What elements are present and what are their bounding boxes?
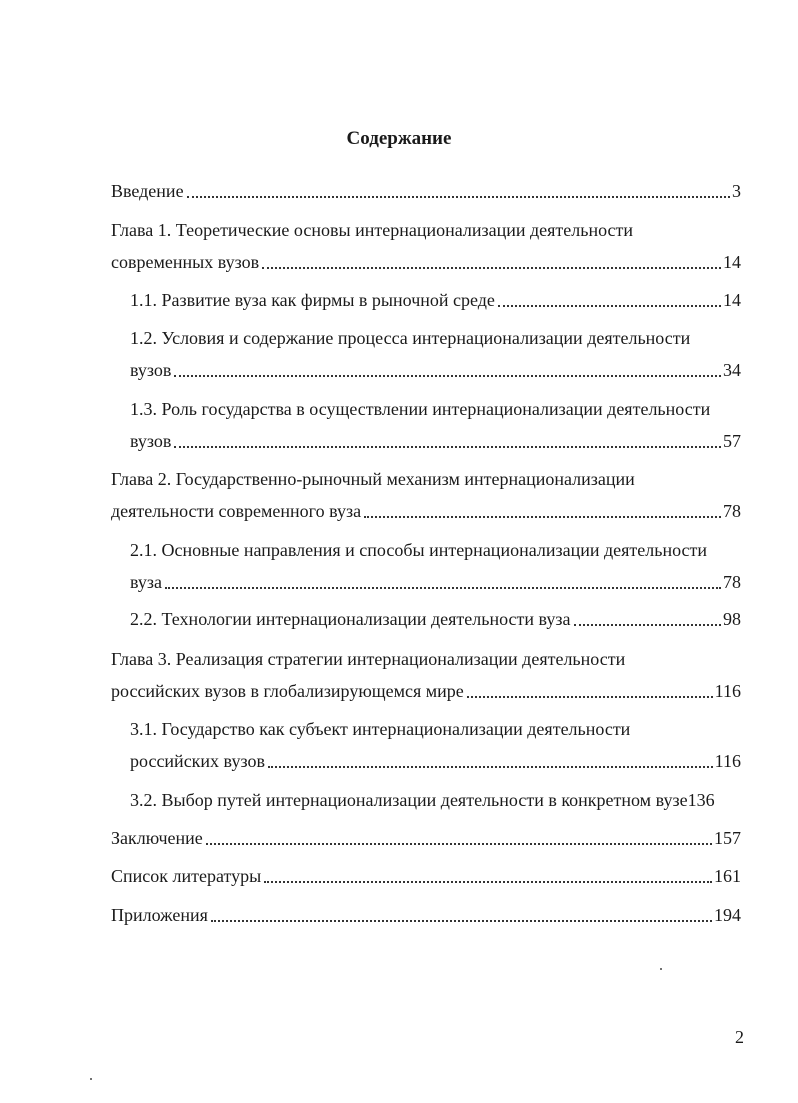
toc-leader-dots <box>174 375 721 377</box>
toc-leader-dots <box>467 696 713 698</box>
toc-leader-dots <box>574 624 721 626</box>
toc-entry-label: Введение <box>111 181 184 201</box>
toc-leader-dots <box>262 267 721 269</box>
toc-entry-label: современных вузов <box>111 252 260 272</box>
page-number: 2 <box>735 1027 744 1047</box>
toc-entry-label: российских вузов <box>130 751 265 771</box>
scan-speck <box>90 1078 92 1080</box>
toc-page-number: 14 <box>723 252 741 272</box>
page-title: Содержание <box>346 128 452 149</box>
scan-speck <box>660 968 662 970</box>
toc-page-number: 14 <box>723 290 741 310</box>
toc-entry-conclusion[interactable] <box>111 825 741 851</box>
toc-leader-dots <box>206 843 712 845</box>
toc-leader-dots <box>264 881 712 883</box>
toc-entry-label: деятельности современного вуза <box>111 501 362 521</box>
toc-chapter-3-heading[interactable]: Глава 3. Реализация стратегии интернационализации деятельности <box>111 649 626 669</box>
toc-page-number: 116 <box>714 751 741 771</box>
toc-entry-appendices[interactable] <box>111 902 741 928</box>
toc-entry-chapter-1[interactable] <box>111 249 741 275</box>
toc-entry-label: 1.1. Развитие вуза как фирмы в рыночной среде <box>130 290 495 310</box>
toc-page-number: 194 <box>714 905 741 925</box>
toc-entry-section-1-2[interactable] <box>130 357 741 383</box>
toc-page-number: 157 <box>714 828 741 848</box>
toc-section-1-3-heading[interactable]: 1.3. Роль государства в осуществлении интернационализации деятельности <box>130 399 711 419</box>
toc-page-number: 78 <box>723 501 741 521</box>
toc-entry-section-2-1[interactable] <box>130 569 741 595</box>
toc-entry-section-1-3[interactable] <box>130 428 741 454</box>
toc-chapter-2-heading[interactable]: Глава 2. Государственно-рыночный механизм интернационализации <box>111 469 635 489</box>
toc-entry-section-3-2[interactable] <box>130 787 741 813</box>
toc-entry-section-1-1[interactable] <box>130 287 741 313</box>
toc-entry-intro[interactable] <box>111 178 741 204</box>
toc-entry-label: 2.2. Технологии интернационализации деятельности вуза <box>130 609 571 629</box>
toc-entry-label: 3.2. Выбор путей интернационализации деятельности в конкретном вузе <box>130 790 688 810</box>
toc-leader-dots <box>211 920 712 922</box>
toc-page-number: 136 <box>687 790 715 810</box>
toc-entry-label: Приложения <box>111 905 208 925</box>
toc-entry-label: Заключение <box>111 828 203 848</box>
toc-entry-section-2-2[interactable] <box>130 606 741 632</box>
toc-entry-references[interactable] <box>111 863 741 889</box>
toc-leader-dots <box>364 516 721 518</box>
toc-page-number: 57 <box>723 431 741 451</box>
toc-section-1-2-heading[interactable]: 1.2. Условия и содержание процесса интернационализации деятельности <box>130 328 691 348</box>
toc-page-number: 116 <box>714 681 741 701</box>
toc-section-3-1-heading[interactable]: 3.1. Государство как субъект интернационализации деятельности <box>130 719 631 739</box>
toc-leader-dots <box>187 196 730 198</box>
toc-entry-label: вуза <box>130 572 162 592</box>
toc-page-number: 34 <box>723 360 741 380</box>
toc-leader-dots <box>268 766 713 768</box>
toc-page-number: 3 <box>732 181 741 201</box>
toc-leader-dots <box>165 587 721 589</box>
toc-entry-section-3-1[interactable] <box>130 748 741 774</box>
toc-section-2-1-heading[interactable]: 2.1. Основные направления и способы интернационализации деятельности <box>130 540 708 560</box>
toc-entry-label: Список литературы <box>111 866 262 886</box>
toc-leader-dots <box>174 446 721 448</box>
toc-entry-label: российских вузов в глобализирующемся мире <box>111 681 464 701</box>
toc-leader-dots <box>498 305 721 307</box>
toc-page-number: 98 <box>723 609 741 629</box>
toc-entry-chapter-2[interactable] <box>111 498 741 524</box>
toc-page-number: 161 <box>714 866 741 886</box>
toc-entry-label: вузов <box>130 360 172 380</box>
toc-entry-label: вузов <box>130 431 172 451</box>
toc-page-number: 78 <box>723 572 741 592</box>
toc-entry-chapter-3[interactable] <box>111 678 741 704</box>
toc-chapter-1-heading[interactable]: Глава 1. Теоретические основы интернационализации деятельности <box>111 220 634 240</box>
